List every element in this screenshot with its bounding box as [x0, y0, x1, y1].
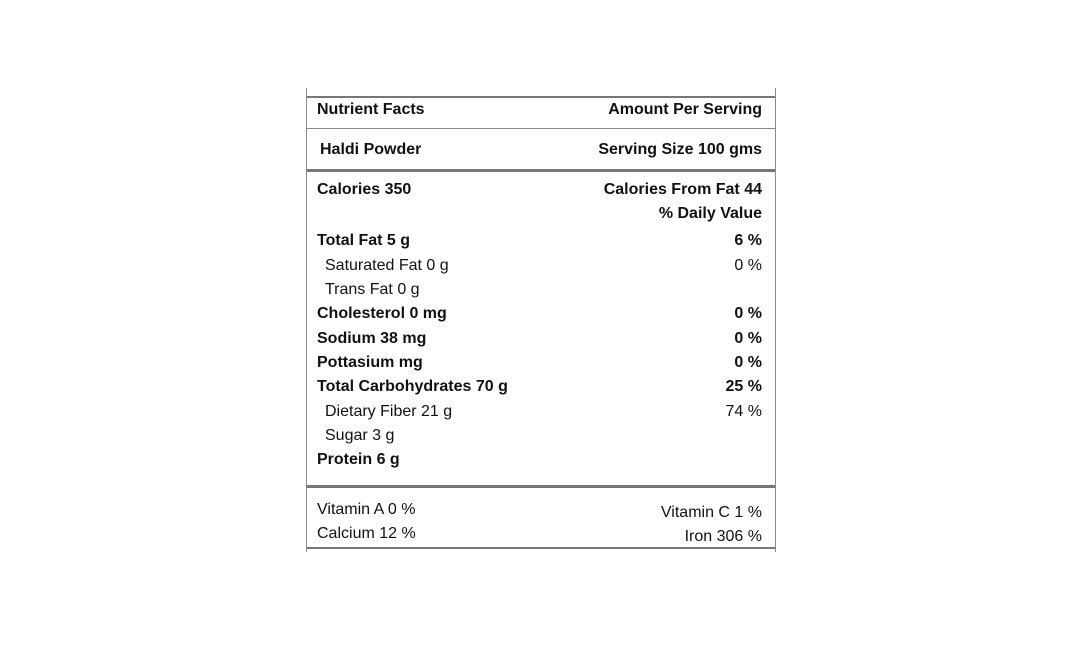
bottom-divider	[307, 547, 775, 549]
divider	[307, 128, 775, 129]
nutrient-row	[307, 375, 775, 399]
nutrient-row	[307, 229, 775, 253]
nutrient-name: Cholesterol 0 mg	[317, 305, 447, 322]
nutrition-facts-label	[306, 88, 776, 552]
vitamin-row	[307, 498, 775, 522]
title-row	[307, 98, 775, 122]
daily-value-header-row	[307, 202, 775, 226]
nutrient-name: Sugar 3 g	[325, 427, 395, 444]
nutrient-dv: 6 %	[734, 232, 762, 249]
amount-per-serving: Amount Per Serving	[608, 101, 762, 118]
mineral-row	[307, 522, 775, 546]
nutrient-row	[307, 254, 775, 278]
nutrient-row	[307, 302, 775, 326]
nutrient-name: Saturated Fat 0 g	[325, 257, 449, 274]
nutrient-row	[307, 424, 775, 448]
vitamins-divider	[307, 485, 775, 488]
nutrient-dv: 25 %	[725, 378, 762, 395]
nutrient-name: Protein 6 g	[317, 451, 400, 468]
nutrient-name: Trans Fat 0 g	[325, 281, 420, 298]
nutrient-name: Sodium 38 mg	[317, 330, 427, 347]
iron: Iron 306 %	[684, 528, 762, 545]
calories: Calories 350	[317, 181, 412, 198]
nutrient-name: Pottasium mg	[317, 354, 423, 371]
daily-value-header: % Daily Value	[658, 205, 762, 222]
nutrient-name: Total Carbohydrates 70 g	[317, 378, 508, 395]
nutrient-name: Dietary Fiber 21 g	[325, 403, 453, 420]
nutrient-row	[307, 327, 775, 351]
nutrient-dv: 74 %	[725, 403, 762, 420]
nutrient-row	[307, 448, 775, 472]
calcium: Calcium 12 %	[317, 525, 416, 542]
nutrient-row	[307, 351, 775, 375]
thick-divider	[307, 169, 775, 172]
nutrient-name: Total Fat 5 g	[317, 232, 411, 249]
nutrient-dv: 0 %	[734, 354, 762, 371]
calories-from-fat: Calories From Fat 44	[603, 181, 762, 198]
calories-row	[307, 178, 775, 202]
nutrient-row	[307, 278, 775, 302]
nutrient-row	[307, 400, 775, 424]
nutrient-dv: 0 %	[734, 330, 762, 347]
serving-size: Serving Size 100 gms	[598, 141, 762, 158]
vitamin-c: Vitamin C 1 %	[660, 504, 762, 521]
product-name: Haldi Powder	[320, 141, 422, 158]
product-row	[307, 138, 775, 162]
nutrient-dv: 0 %	[734, 305, 762, 322]
label-title: Nutrient Facts	[317, 101, 425, 118]
vitamin-a: Vitamin A 0 %	[317, 501, 416, 518]
nutrient-dv: 0 %	[734, 257, 762, 274]
